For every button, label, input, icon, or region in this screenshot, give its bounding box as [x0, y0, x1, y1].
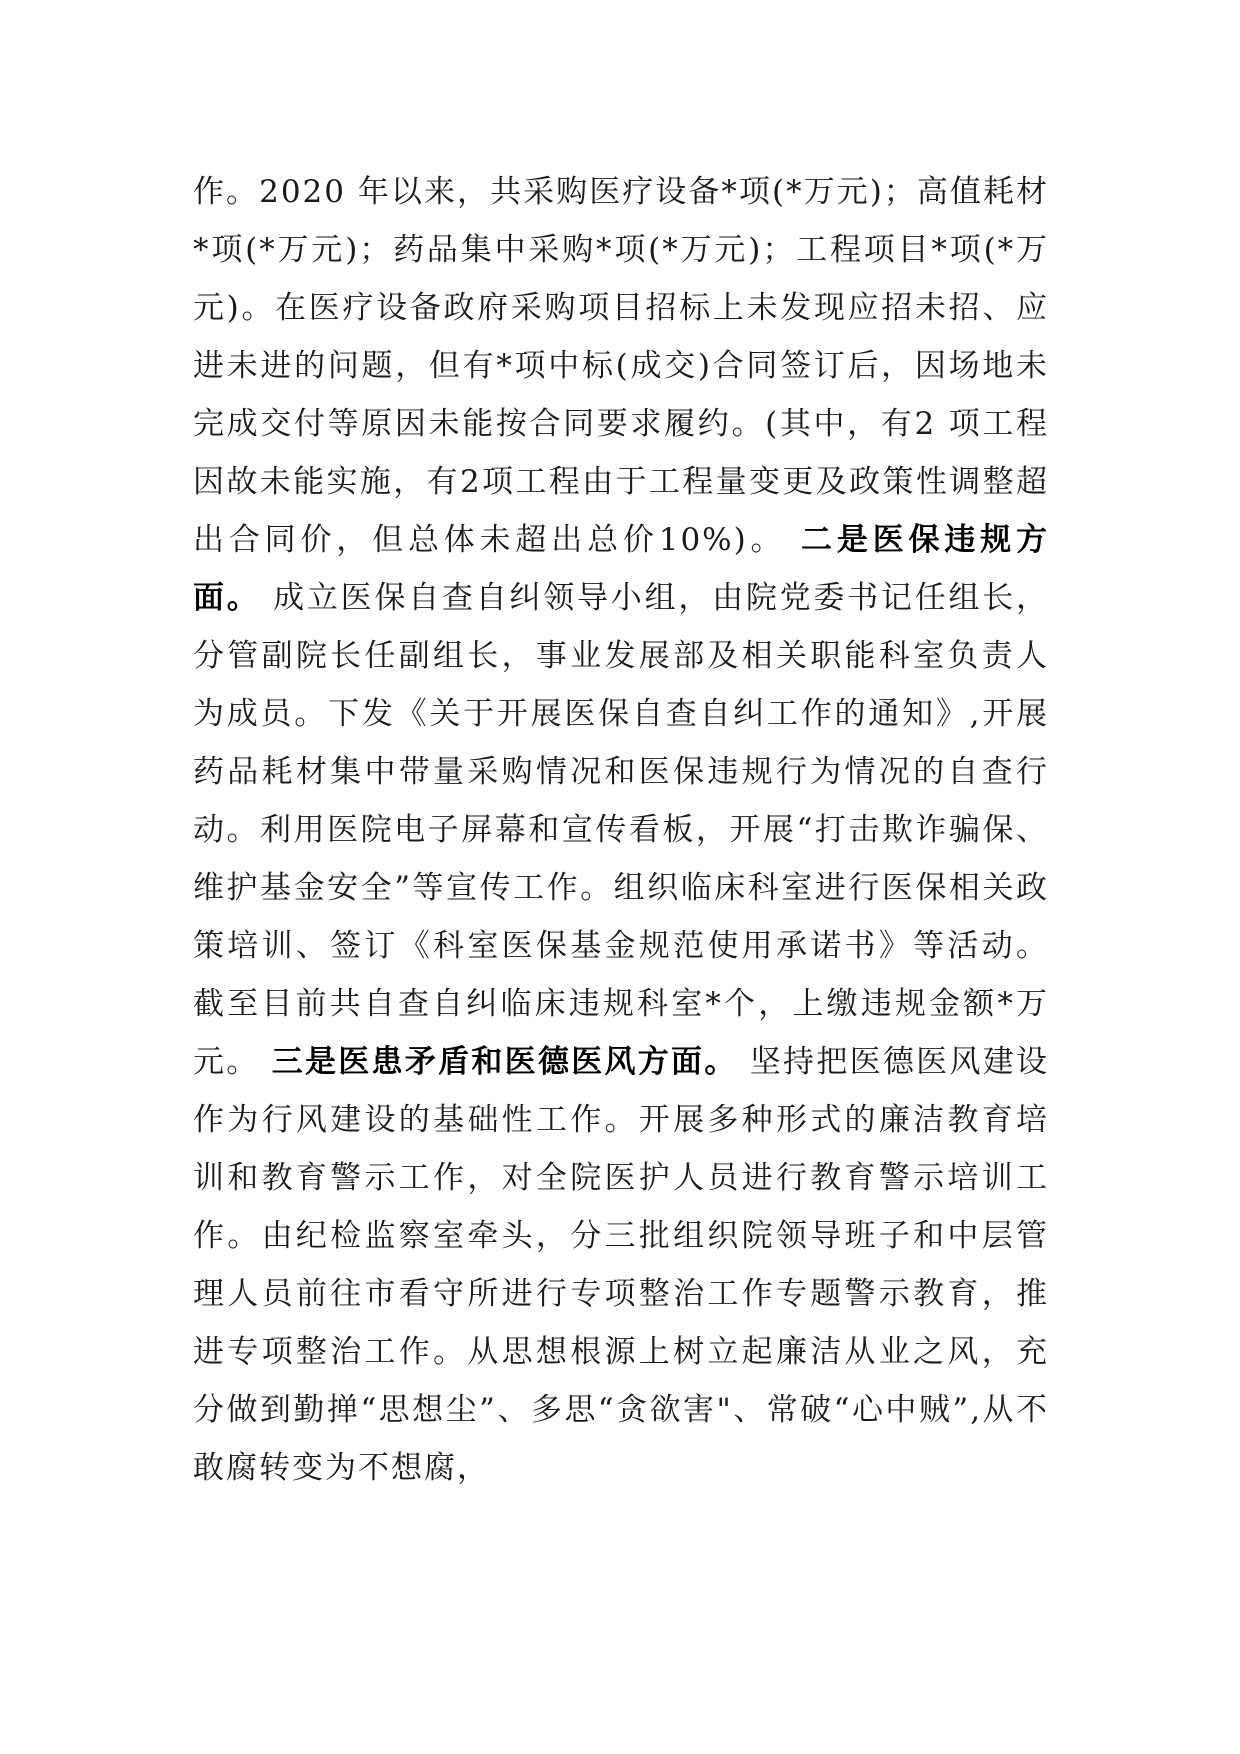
paragraph-text-medical-insurance: 成立医保自查自纠领导小组，由院党委书记任组长，分管副院长任副组长，事业发展部及相关职能科室负责人为成员。下发《关于开展医保自查自纠工作的通知》,开展药品耗材集中带量采购情况和医保违规行为情况的自查行动。利用医院电子屏幕和宣传看板，开展“打击欺诈骗保、维护基金安全”等宣传工作。组织临床科室进行医保相关政策培训、签订《科室医保基金规范使用承诺书》等活动。截至目前共自查自纠临床违规科室*个，上缴违规金额*万元。 [193, 580, 1049, 1080]
lead-heading-medical-insurance: 二是医保违规方面。 [193, 522, 1049, 616]
paragraph-text-medical-ethics: 坚持把医德医风建设作为行风建设的基础性工作。开展多种形式的廉洁教育培训和教育警示工作，对全院医护人员进行教育警示培训工作。由纪检监察室牵头，分三批组织院领导班子和中层管理人员前往市看守所进行专项整治工作专题警示教育，推进专项整治工作。从思想根源上树立起廉洁从业之风，充分做到勤掸“思想尘”、多思“贪欲害"、常破“心中贼”,从不敢腐转变为不想腐， [193, 1044, 1049, 1486]
lead-heading-medical-ethics: 三是医患矛盾和医德医风方面。 [271, 1044, 738, 1080]
paragraph-text-procurement: 作。2020 年以来，共采购医疗设备*项(*万元)；高值耗材*项(*万元)；药品集中采购*项(*万元)；工程项目*项(*万元)。在医疗设备政府采购项目招标上未发现应招未招、应进未进的问题，但有*项中标(成交)合同签订后，因场地未完成交付等原因未能按合同要求履约。(其中，有2 项工程因故未能实施，有2项工程由于工程量变更及政策性调整超出合同价，但总体未超出总价10%)。 [193, 174, 1049, 558]
body-paragraph [193, 163, 1049, 1497]
